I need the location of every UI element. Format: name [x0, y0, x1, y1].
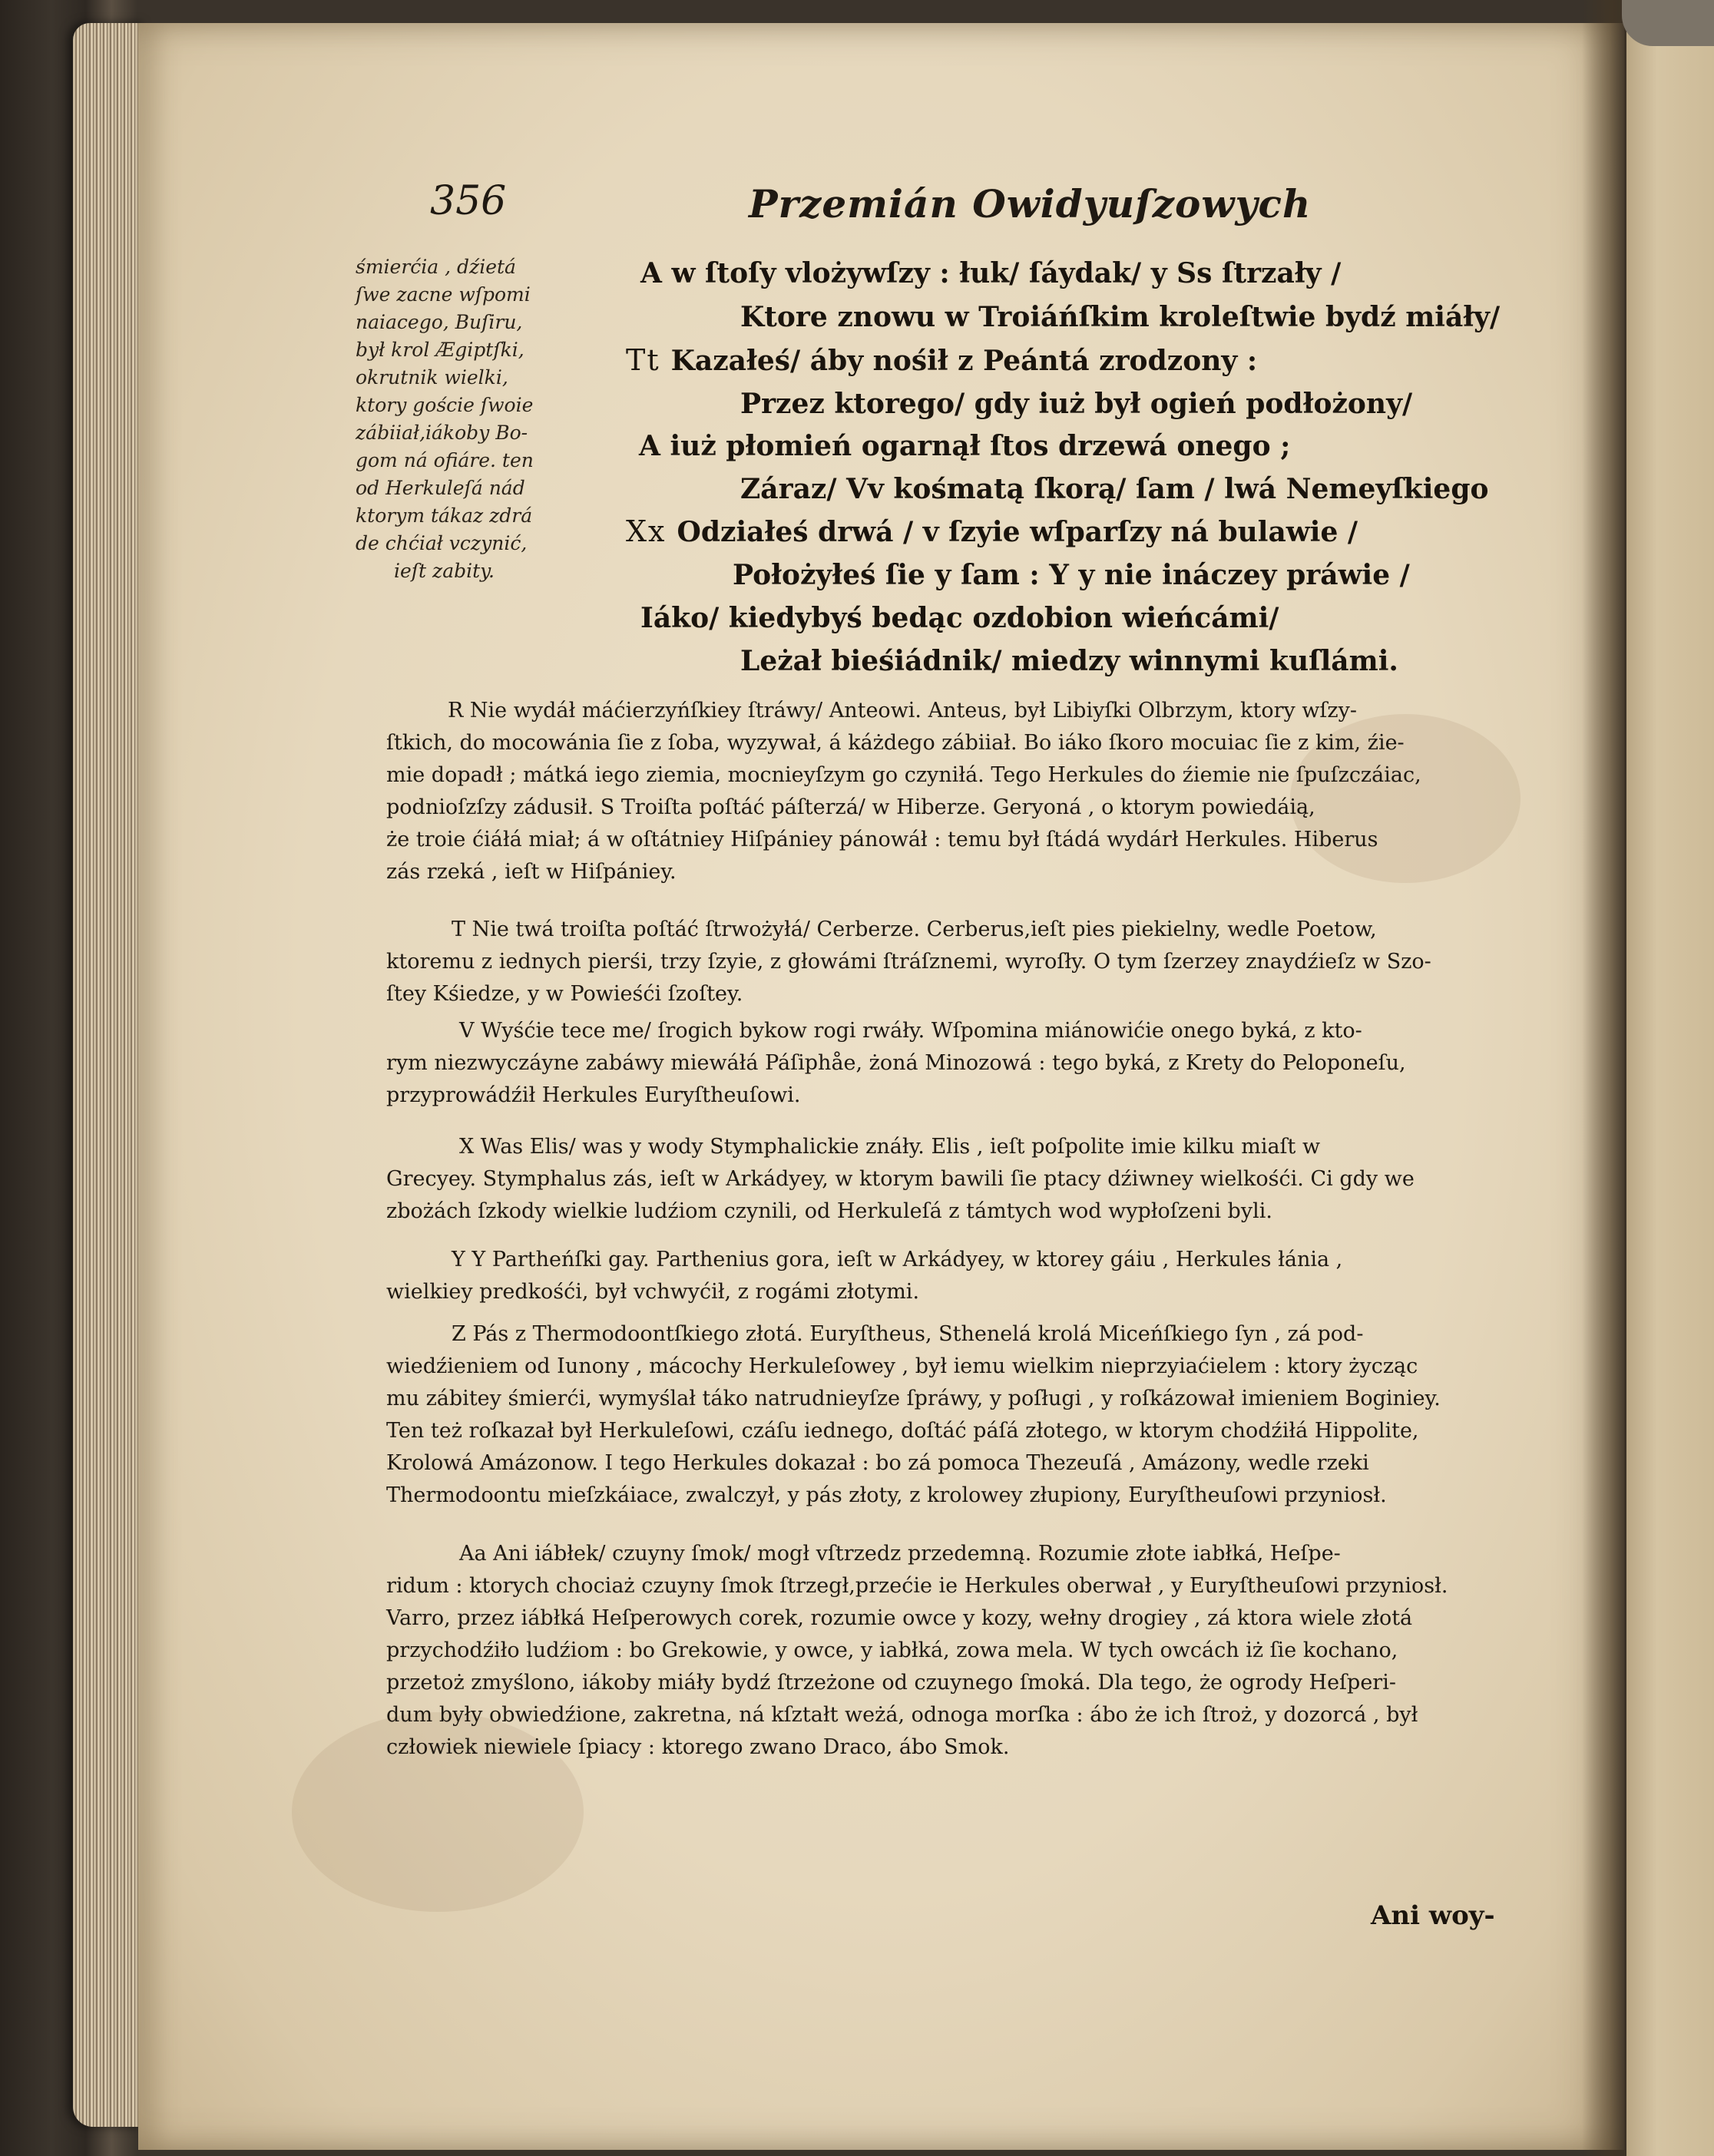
page-edges — [73, 23, 146, 2127]
verse-mark: Tt — [626, 343, 660, 377]
scanner-corner — [1622, 0, 1714, 46]
verse-text: Leżał bieśiádnik/ miedzy winnymi kuſlámi. — [740, 645, 1398, 677]
commentary-line: Aa Ani iábłek/ czuyny ſmok/ mogł vſtrzedz przedemną. Rozumie złote iabłká, Heſpe- — [459, 1542, 1341, 1566]
margin-note-line: naiacego, Buſiru, — [356, 311, 523, 333]
margin-note-line: był krol Ægiptſki, — [356, 339, 524, 361]
commentary-line: X Was Elis/ was y wody Stymphalickie znáły. Elis , ieſt poſpolite imie kilku miaſt w — [459, 1135, 1321, 1159]
commentary-line: wielkiey predkośći, był vchwyćił, z rogámi złotymi. — [386, 1280, 920, 1304]
verse-text: Kazałeś/ áby nośił z Peántá zrodzony : — [670, 345, 1258, 377]
margin-note-line: okrutnik wielki, — [356, 366, 508, 389]
commentary-line: zbożách ſzkody wielkie ludźiom czynili, od Herkuleſá z támtych wod wypłoſzeni byli. — [386, 1199, 1272, 1223]
margin-note-line: śmierćia , dźietá — [356, 256, 516, 278]
commentary-line: człowiek niewiele ſpiacy : ktorego zwano Draco, ábo Smok. — [386, 1735, 1010, 1759]
commentary-line: T Nie twá troiſta poſtáć ſtrwożyłá/ Cerberze. Cerberus,ieſt pies piekielny, wedle Poetow, — [452, 918, 1377, 941]
verse-line — [628, 428, 1290, 462]
commentary-line: podnioſzſzy zádusił. S Troiſta poſtáć páſterzá/ w Hiberze. Geryoná , o ktorym powiedáią, — [386, 795, 1315, 819]
verse-line — [730, 299, 1500, 333]
margin-note-line: gom ná ofiáre. ten — [356, 449, 534, 471]
verse-text: Záraz/ Vv kośmatą ſkorą/ ſam / lwá Nemeyſkiego — [740, 473, 1489, 505]
verse-line — [626, 514, 1358, 548]
commentary-line: że troie ćiáłá miał; á w oſtátniey Hiſpániey pánowáł : temu był ſtádá wydárł Herkules. Hiberus — [386, 828, 1378, 851]
verse-line — [630, 600, 1279, 634]
verse-line — [626, 343, 1257, 377]
verse-text: Odziałeś drwá / v ſzyie wſparſzy ná bulawie / — [677, 516, 1358, 548]
margin-note-line: ktorym tákaz zdrá — [356, 504, 533, 527]
commentary-line: ſtey Kśiedze, y w Powieśći ſzoſtey. — [386, 982, 743, 1006]
verse-text: A iuż płomień ogarnął ſtos drzewá onego ; — [639, 430, 1291, 462]
commentary-line: rym niezwyczáyne zabáwy miewáłá Páſiphåe, żoná Minozowá : tego byká, z Krety do Peloponeſu, — [386, 1051, 1406, 1075]
commentary-line: ridum : ktorych chociaż czuyny ſmok ſtrzegł,przećie ie Herkules oberwał , y Euryſtheuſowi przyniosł. — [386, 1574, 1448, 1598]
commentary-line: dum były obwiedźione, zakretna, ná kſztałt weżá, odnoga morſka : ábo że ich ſtroż, y dozorcá , był — [386, 1703, 1418, 1727]
commentary-line: Grecyey. Stymphalus zás, ieſt w Arkádyey, w ktorym bawili ſie ptacy dźiwney wielkośći. Ci gdy we — [386, 1167, 1415, 1191]
commentary-paragraph — [386, 1131, 1577, 1228]
verse-line — [722, 557, 1410, 591]
margin-note-line: ieſt zabity. — [394, 560, 495, 582]
commentary-line: Thermodoontu mieſzkáiace, zwalczył, y pás złoty, z krolowey złupiony, Euryſtheuſowi przyniosł. — [386, 1483, 1387, 1507]
margin-note-line: od Herkuleſá nád — [356, 477, 525, 499]
commentary-line: Varro, przez iábłká Heſperowych corek, rozumie owce y kozy, wełny drogiey , zá ktora wiele złotá — [386, 1606, 1413, 1630]
commentary-line: mie dopadł ; mátká iego ziemia, mocnieyſzym go czyniłá. Tego Herkules do źiemie nie ſpuſzczáiac, — [386, 763, 1421, 787]
verse-line — [730, 643, 1398, 677]
commentary-paragraph — [386, 1538, 1577, 1764]
commentary-line: przyprowádźił Herkules Euryſtheuſowi. — [386, 1083, 801, 1107]
verse-text: A w ſtoſy vlożywſzy : łuk/ ſáydak/ y Ss ſtrzały / — [640, 257, 1342, 289]
verse-text: Ktore znowu w Troiáńſkim kroleſtwie bydź miáły/ — [740, 301, 1501, 333]
verse-line — [630, 256, 1341, 289]
commentary-line: Ten też roſkazał był Herkuleſowi, czáſu iednego, doſtáć páſá złotego, w ktorym chodźiłá Hippolite, — [386, 1419, 1419, 1443]
margin-note-line: ſwe zacne wſpomi — [356, 283, 531, 306]
margin-note-line: ktory goście ſwoie — [356, 394, 534, 416]
verse-text: Przez ktorego/ gdy iuż był ogień podłożony/ — [740, 388, 1413, 420]
margin-note-line: de chćiał vczynić, — [356, 532, 528, 554]
page-number: 356 — [430, 178, 507, 224]
verse-line — [730, 471, 1489, 505]
commentary-line: ſtkich, do mocowánia ſie z ſoba, wyzywał, á káżdego zábiiał. Bo iáko ſkoro mocuiac ſie z kim, źie- — [386, 731, 1405, 755]
verse-line — [730, 386, 1412, 420]
verse-mark: Xx — [626, 514, 667, 548]
commentary-line: ktoremu z iednych pierśi, trzy ſzyie, z głowámi ſtráſznemi, wyroſły. O tym ſzerzey znaydźieſz w Szo- — [386, 950, 1431, 974]
margin-note-line: zábiiał,iákoby Bo- — [356, 422, 528, 444]
commentary-line: Y Y Partheńſki gay. Parthenius gora, ieſt w Arkádyey, w ktorey gáiu , Herkules łánia , — [452, 1248, 1343, 1271]
commentary-paragraph — [386, 695, 1577, 888]
facing-page-edge — [1626, 31, 1714, 2156]
gutter-shadow — [1582, 0, 1628, 2156]
commentary-line: zás rzeká , ieſt w Hiſpániey. — [386, 860, 677, 884]
commentary-paragraph — [386, 1015, 1577, 1112]
running-head: Przemián Owidyuſzowych — [749, 181, 1312, 227]
catchword: Ani woy- — [1371, 1900, 1495, 1931]
margin-note — [356, 253, 617, 585]
verse-text: Położyłeś ſie y ſam : Y y nie ináczey práwie / — [733, 559, 1410, 591]
commentary-line: wiedźieniem od Iunony , mácochy Herkuleſowey , był iemu wielkim nieprzyiaćielem : ktory życząc — [386, 1354, 1418, 1378]
commentary-line: mu zábitey śmierći, wymyślał táko natrudnieyſze ſpráwy, y poſługi , y roſkázował imieniem Boginiey. — [386, 1387, 1441, 1410]
verse-text: Iáko/ kiedybyś bedąc ozdobion wieńcámi/ — [640, 602, 1279, 634]
commentary-line: przychodźiło ludźiom : bo Grekowie, y owce, y iabłká, zowa mela. W tych owcách iż ſie kochano, — [386, 1638, 1398, 1662]
commentary-line: Krolowá Amázonow. I tego Herkules dokazał : bo zá pomoca Thezeuſá , Amázony, wedle rzeki — [386, 1451, 1369, 1475]
commentary-paragraph — [386, 1244, 1577, 1308]
commentary-line: R Nie wydáł máćierzyńſkiey ſtráwy/ Anteowi. Anteus, był Libiyſki Olbrzym, ktory wſzy- — [448, 699, 1358, 723]
commentary-line: V Wyśćie tece me/ ſrogich bykow rogi rwáły. Wſpomina miánowićie onego byká, z kto- — [459, 1019, 1362, 1043]
commentary-paragraph — [386, 1318, 1577, 1512]
commentary-line: Z Pás z Thermodoontſkiego złotá. Euryſtheus, Sthenelá krolá Miceńſkiego ſyn , zá pod- — [452, 1322, 1364, 1346]
commentary-line: przetoż zmyślono, iákoby miáły bydź ſtrzeżone od czuynego ſmoká. Dla tego, że ogrody Heſperi- — [386, 1671, 1396, 1695]
commentary-paragraph — [386, 914, 1577, 1010]
